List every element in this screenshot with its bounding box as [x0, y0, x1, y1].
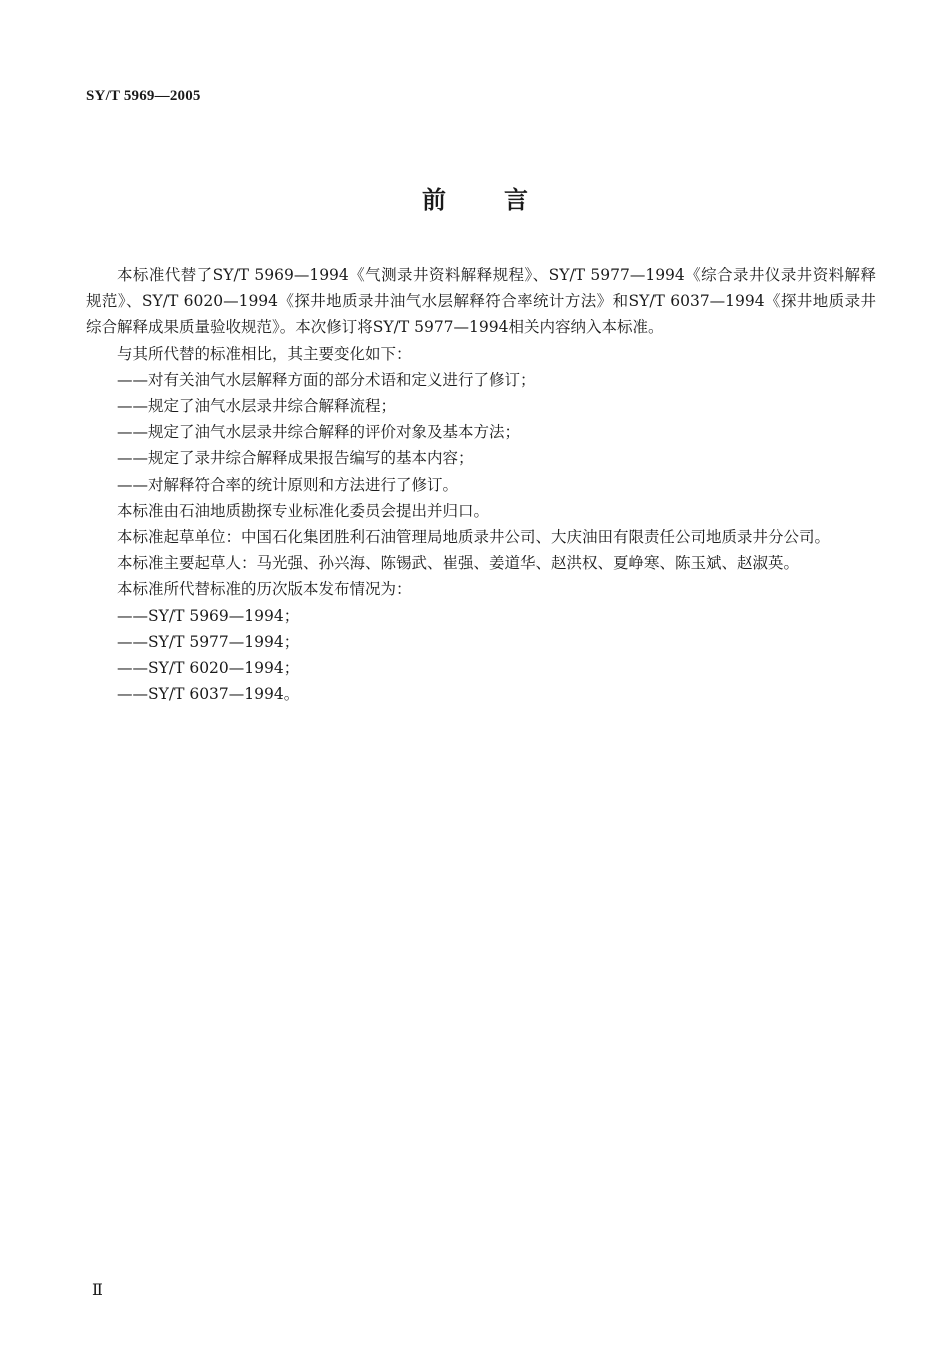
list-item: ——SY/T 5969—1994； [117, 606, 300, 625]
foreword-body [86, 262, 876, 707]
paragraph-drafters: 本标准主要起草人：马光强、孙兴海、陈锡武、崔强、姜道华、赵洪权、夏峥寒、陈玉斌、赵淑英。 [117, 554, 800, 573]
list-item: ——SY/T 6020—1994； [117, 659, 300, 678]
list-item: ——规定了油气水层录井综合解释流程； [117, 397, 397, 416]
paragraph-drafting-units: 本标准起草单位：中国石化集团胜利石油管理局地质录井公司、大庆油田有限责任公司地质录井分公司。 [117, 528, 831, 547]
list-item: ——对解释符合率的统计原则和方法进行了修订。 [117, 475, 459, 494]
page-title: 前言 [422, 186, 586, 214]
list-item: ——对有关油气水层解释方面的部分术语和定义进行了修订； [117, 370, 536, 389]
paragraph-changes-intro: 与其所代替的标准相比，其主要变化如下： [117, 344, 412, 363]
list-item: ——规定了油气水层录井综合解释的评价对象及基本方法； [117, 423, 521, 442]
list-item: ——SY/T 6037—1994。 [117, 685, 300, 704]
list-item: ——规定了录井综合解释成果报告编写的基本内容； [117, 449, 474, 468]
page-number: Ⅱ [92, 1282, 103, 1299]
standard-code: SY/T 5969—2005 [86, 88, 201, 104]
paragraph-proposer: 本标准由石油地质勘探专业标准化委员会提出并归口。 [117, 501, 490, 520]
paragraph-replacement: 本标准代替了SY/T 5969—1994《气测录井资料解释规程》、SY/T 5977—1994《综合录井仪录井资料解释规范》、SY/T 6020—1994《探井地质录井油气水层解释符合率统计方法》和SY/T 6037—1994《探井地质录井综合解释成果质量验收规范》。本次修订将SY/T 5977—1994相关内容纳入本标准。 [86, 266, 876, 337]
paragraph-history-intro: 本标准所代替标准的历次版本发布情况为： [117, 580, 412, 599]
list-item: ——SY/T 5977—1994； [117, 632, 300, 651]
